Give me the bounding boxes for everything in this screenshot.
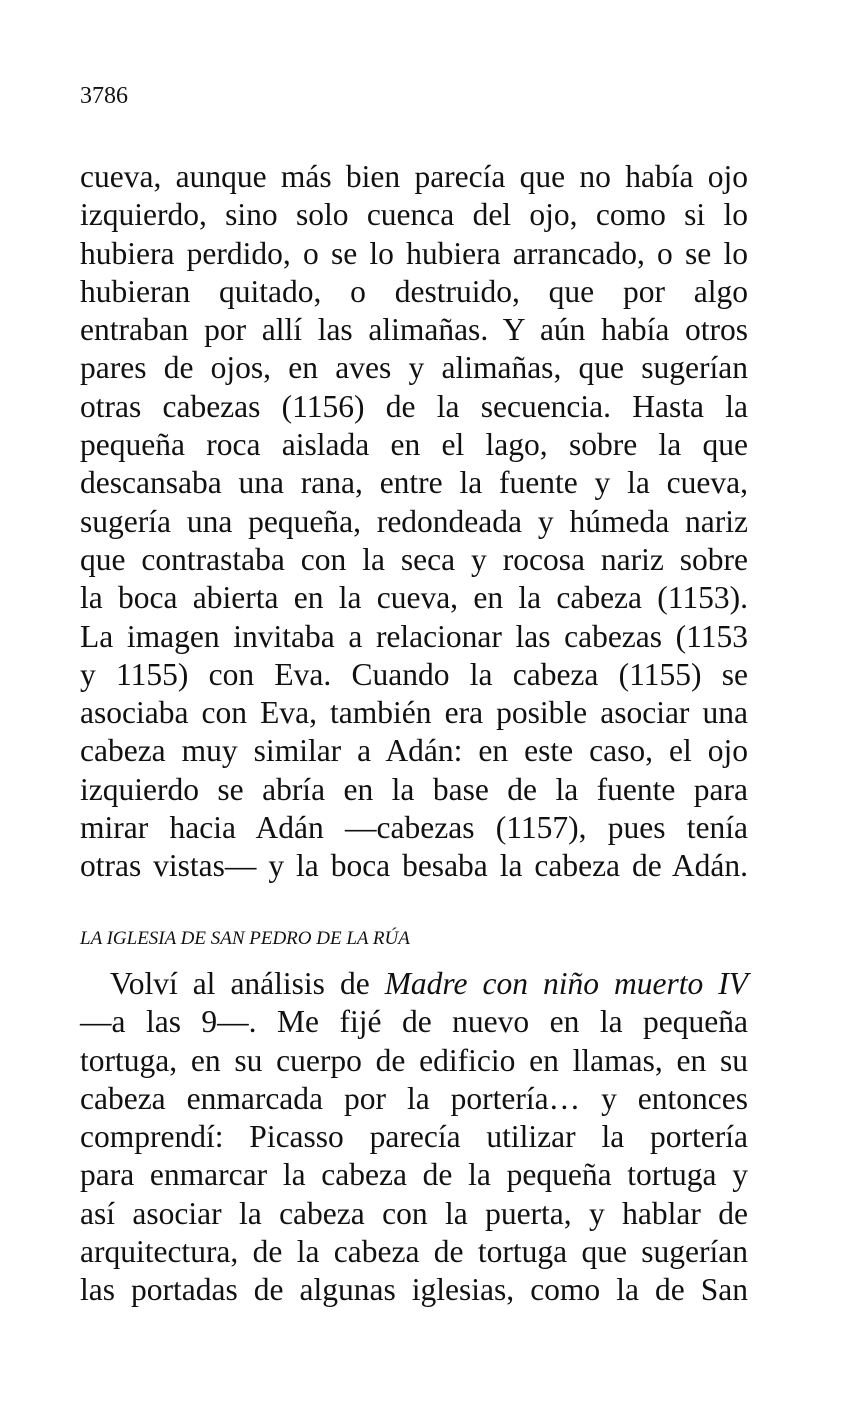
text-line: para enmarcar la cabeza de la pequeña tortuga y bbox=[80, 1157, 748, 1193]
text-line: mirar hacia Adán —cabezas (1157), pues tenía bbox=[80, 810, 748, 846]
text-line: otras cabezas (1156) de la secuencia. Hasta la bbox=[80, 388, 748, 424]
paragraph-section bbox=[80, 965, 748, 1310]
text-line: las portadas de algunas iglesias, como la de San bbox=[80, 1272, 748, 1308]
text-line: así asociar la cabeza con la puerta, y hablar de bbox=[80, 1195, 748, 1231]
text-line: izquierdo, sino solo cuenca del ojo, como si lo bbox=[80, 197, 748, 233]
text-line: entraban por allí las alimañas. Y aún había otros bbox=[80, 312, 748, 348]
text-line: y 1155) con Eva. Cuando la cabeza (1155) se bbox=[80, 656, 748, 692]
text-line: comprendí: Picasso parecía utilizar la portería bbox=[80, 1119, 748, 1155]
text-line: pares de ojos, en aves y alimañas, que sugerían bbox=[80, 350, 748, 386]
text-line: —a las 9—. Me fijé de nuevo en la pequeña bbox=[80, 1004, 748, 1040]
text-line: que contrastaba con la seca y rocosa nariz sobre bbox=[80, 541, 748, 577]
paragraph-continuation bbox=[80, 158, 748, 886]
text-line: arquitectura, de la cabeza de tortuga que sugerían bbox=[80, 1234, 748, 1270]
text-line: La imagen invitaba a relacionar las cabezas (1153 bbox=[80, 618, 748, 654]
text-line: sugería una pequeña, redondeada y húmeda nariz bbox=[80, 503, 748, 539]
text-line: izquierdo se abría en la base de la fuente para bbox=[80, 771, 748, 807]
text-line: cueva, aunque más bien parecía que no había ojo bbox=[80, 159, 748, 194]
text-line: la boca abierta en la cueva, en la cabeza (1153). bbox=[80, 580, 748, 616]
text-line: pequeña roca aislada en el lago, sobre la que bbox=[80, 427, 748, 463]
text-line: tortuga, en su cuerpo de edificio en llamas, en su bbox=[80, 1042, 748, 1078]
text-line: descansaba una rana, entre la fuente y la cueva, bbox=[80, 465, 748, 501]
page-number: 3786 bbox=[80, 83, 128, 109]
section-heading: LA IGLESIA DE SAN PEDRO DE LA RÚA bbox=[80, 928, 410, 949]
text-line: hubiera perdido, o se lo hubiera arrancado, o se lo bbox=[80, 235, 748, 271]
artwork-title: Madre con niño muerto IV bbox=[384, 966, 748, 1001]
text-run: Volví al análisis de bbox=[110, 966, 385, 1001]
text-line: hubieran quitado, o destruido, que por algo bbox=[80, 273, 748, 309]
text-line: asociaba con Eva, también era posible asociar una bbox=[80, 695, 748, 731]
text-line: otras vistas— y la boca besaba la cabeza de Adán. bbox=[80, 848, 748, 884]
text-line: cabeza enmarcada por la portería… y entonces bbox=[80, 1080, 748, 1116]
text-line: cabeza muy similar a Adán: en este caso, el ojo bbox=[80, 733, 748, 769]
text-line-first bbox=[80, 965, 748, 1003]
